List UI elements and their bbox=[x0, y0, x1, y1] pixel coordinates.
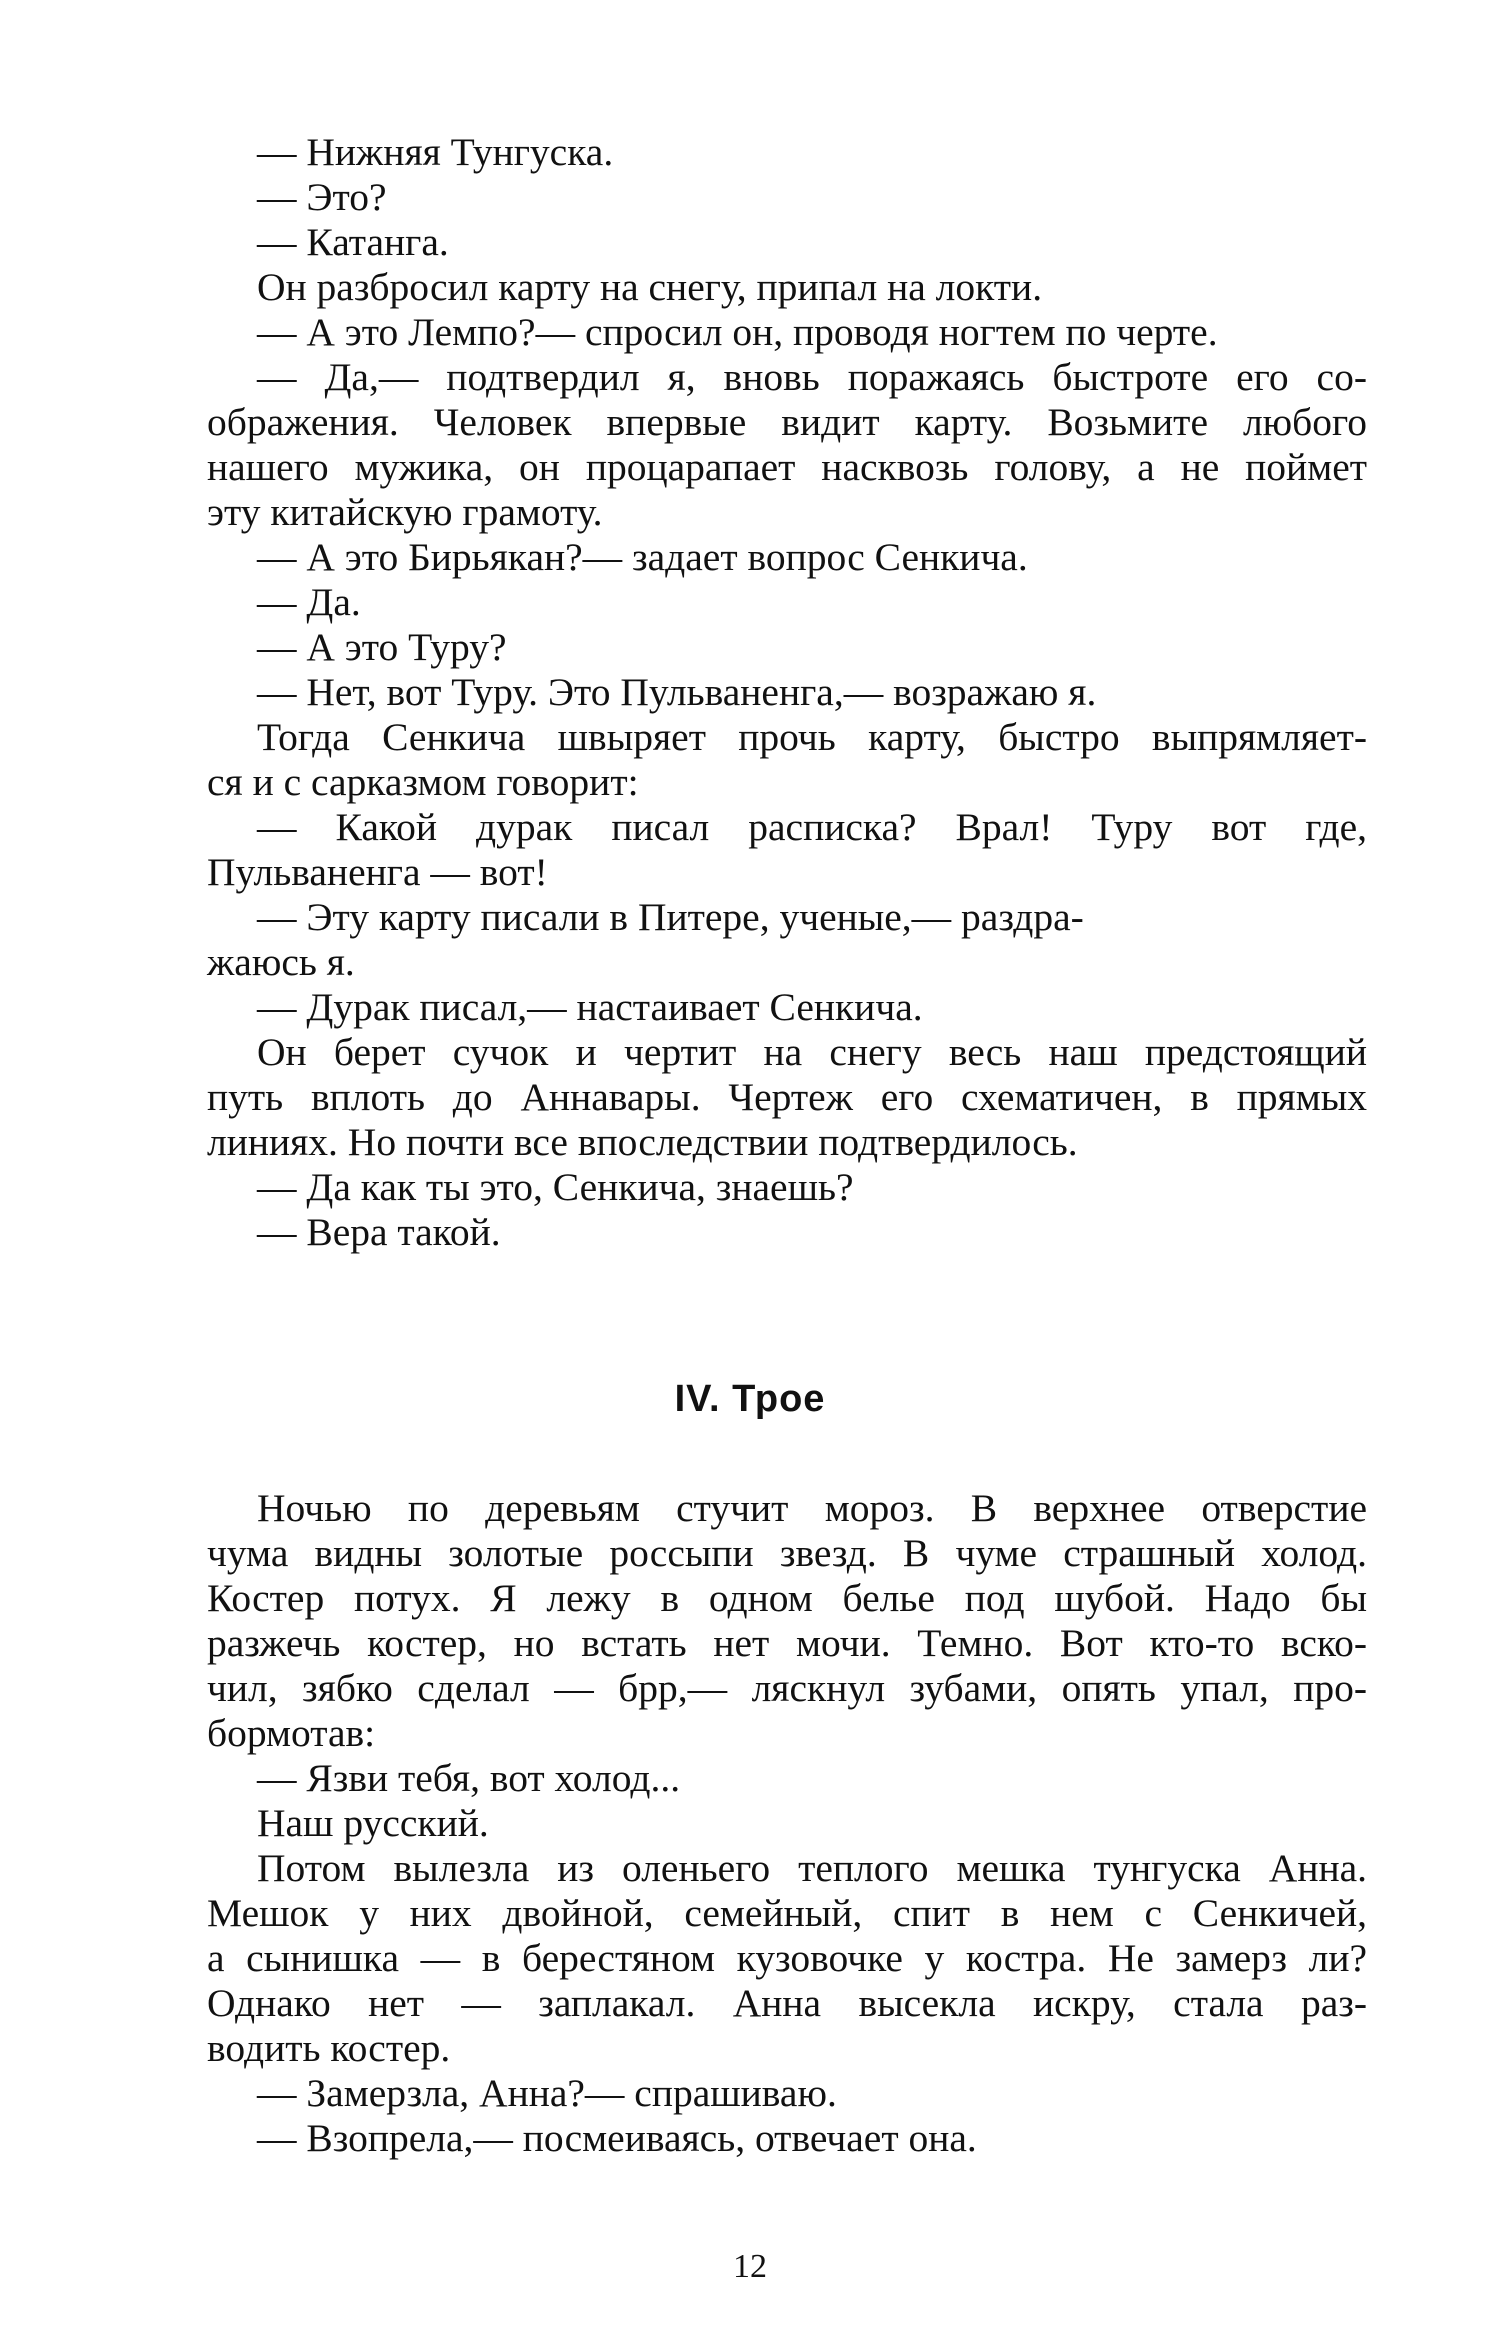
text-line: — Нет, вот Туру. Это Пульваненга,— возражаю я. bbox=[257, 670, 1097, 714]
text-line: Ночью по деревьям стучит мороз. В верхнее отверстие bbox=[257, 1486, 1367, 1530]
text-line: Пульваненга — вот! bbox=[207, 850, 548, 894]
text-line: — Замерзла, Анна?— спрашиваю. bbox=[257, 2071, 837, 2115]
text-line: — А это Туру? bbox=[257, 625, 507, 669]
text-line: бормотав: bbox=[207, 1711, 376, 1755]
text-line: Костер потух. Я лежу в одном белье под шубой. Надо бы bbox=[207, 1576, 1367, 1620]
text-line: — А это Лемпо?— спросил он, проводя ногтем по черте. bbox=[257, 310, 1218, 354]
chapter-heading: IV. Трое bbox=[674, 1378, 826, 1420]
text-line: — Да как ты это, Сенкича, знаешь? bbox=[257, 1165, 854, 1209]
text-line: Наш русский. bbox=[257, 1801, 489, 1845]
text-line: — Да,— подтвердил я, вновь поражаясь быстроте его со- bbox=[257, 355, 1367, 399]
text-line: ся и с сарказмом говорит: bbox=[207, 760, 639, 804]
text-line: — Дурак писал,— настаивает Сенкича. bbox=[257, 985, 923, 1029]
text-line: — Да. bbox=[257, 580, 361, 624]
text-line: Потом вылезла из оленьего теплого мешка тунгуска Анна. bbox=[257, 1846, 1367, 1890]
text-line: ображения. Человек впервые видит карту. Возьмите любого bbox=[207, 400, 1367, 444]
text-line: путь вплоть до Аннавары. Чертеж его схематичен, в прямых bbox=[207, 1075, 1367, 1119]
text-line: — Нижняя Тунгуска. bbox=[257, 130, 614, 174]
text-line: — Язви тебя, вот холод... bbox=[257, 1756, 681, 1800]
text-line: — Какой дурак писал расписка? Врал! Туру вот где, bbox=[257, 805, 1367, 849]
text-line: Мешок у них двойной, семейный, спит в нем с Сенкичей, bbox=[207, 1891, 1367, 1935]
text-line: Однако нет — заплакал. Анна высекла искру, стала раз- bbox=[207, 1981, 1367, 2025]
text-line: — Это? bbox=[257, 175, 387, 219]
text-line: Тогда Сенкича швыряет прочь карту, быстро выпрямляет- bbox=[257, 715, 1367, 759]
text-line: жаюсь я. bbox=[207, 940, 355, 984]
text-line: нашего мужика, он процарапает насквозь голову, а не поймет bbox=[207, 445, 1367, 489]
text-line: — Эту карту писали в Питере, ученые,— раздра- bbox=[257, 895, 1084, 939]
text-line: — А это Бирьякан?— задает вопрос Сенкича. bbox=[257, 535, 1028, 579]
text-line: эту китайскую грамоту. bbox=[207, 490, 603, 534]
text-line: — Катанга. bbox=[257, 220, 449, 264]
text-line: а сынишка — в берестяном кузовочке у костра. Не замерз ли? bbox=[207, 1936, 1367, 1980]
text-section-2 bbox=[207, 1486, 1367, 2161]
page-number: 12 bbox=[733, 2248, 767, 2285]
text-line: Он разбросил карту на снегу, припал на локти. bbox=[257, 265, 1043, 309]
text-section-1 bbox=[207, 130, 1367, 1255]
text-line: разжечь костер, но встать нет мочи. Темно. Вот кто-то вско- bbox=[207, 1621, 1367, 1665]
text-line: линиях. Но почти все впоследствии подтвердилось. bbox=[207, 1120, 1078, 1164]
text-line: чил, зябко сделал — брр,— ляскнул зубами, опять упал, про- bbox=[207, 1666, 1367, 1710]
text-line: — Вера такой. bbox=[257, 1210, 501, 1254]
text-line: чума видны золотые россыпи звезд. В чуме страшный холод. bbox=[207, 1531, 1367, 1575]
text-line: — Взопрела,— посмеиваясь, отвечает она. bbox=[257, 2116, 977, 2160]
text-line: водить костер. bbox=[207, 2026, 451, 2070]
text-line: Он берет сучок и чертит на снегу весь наш предстоящий bbox=[257, 1030, 1367, 1074]
